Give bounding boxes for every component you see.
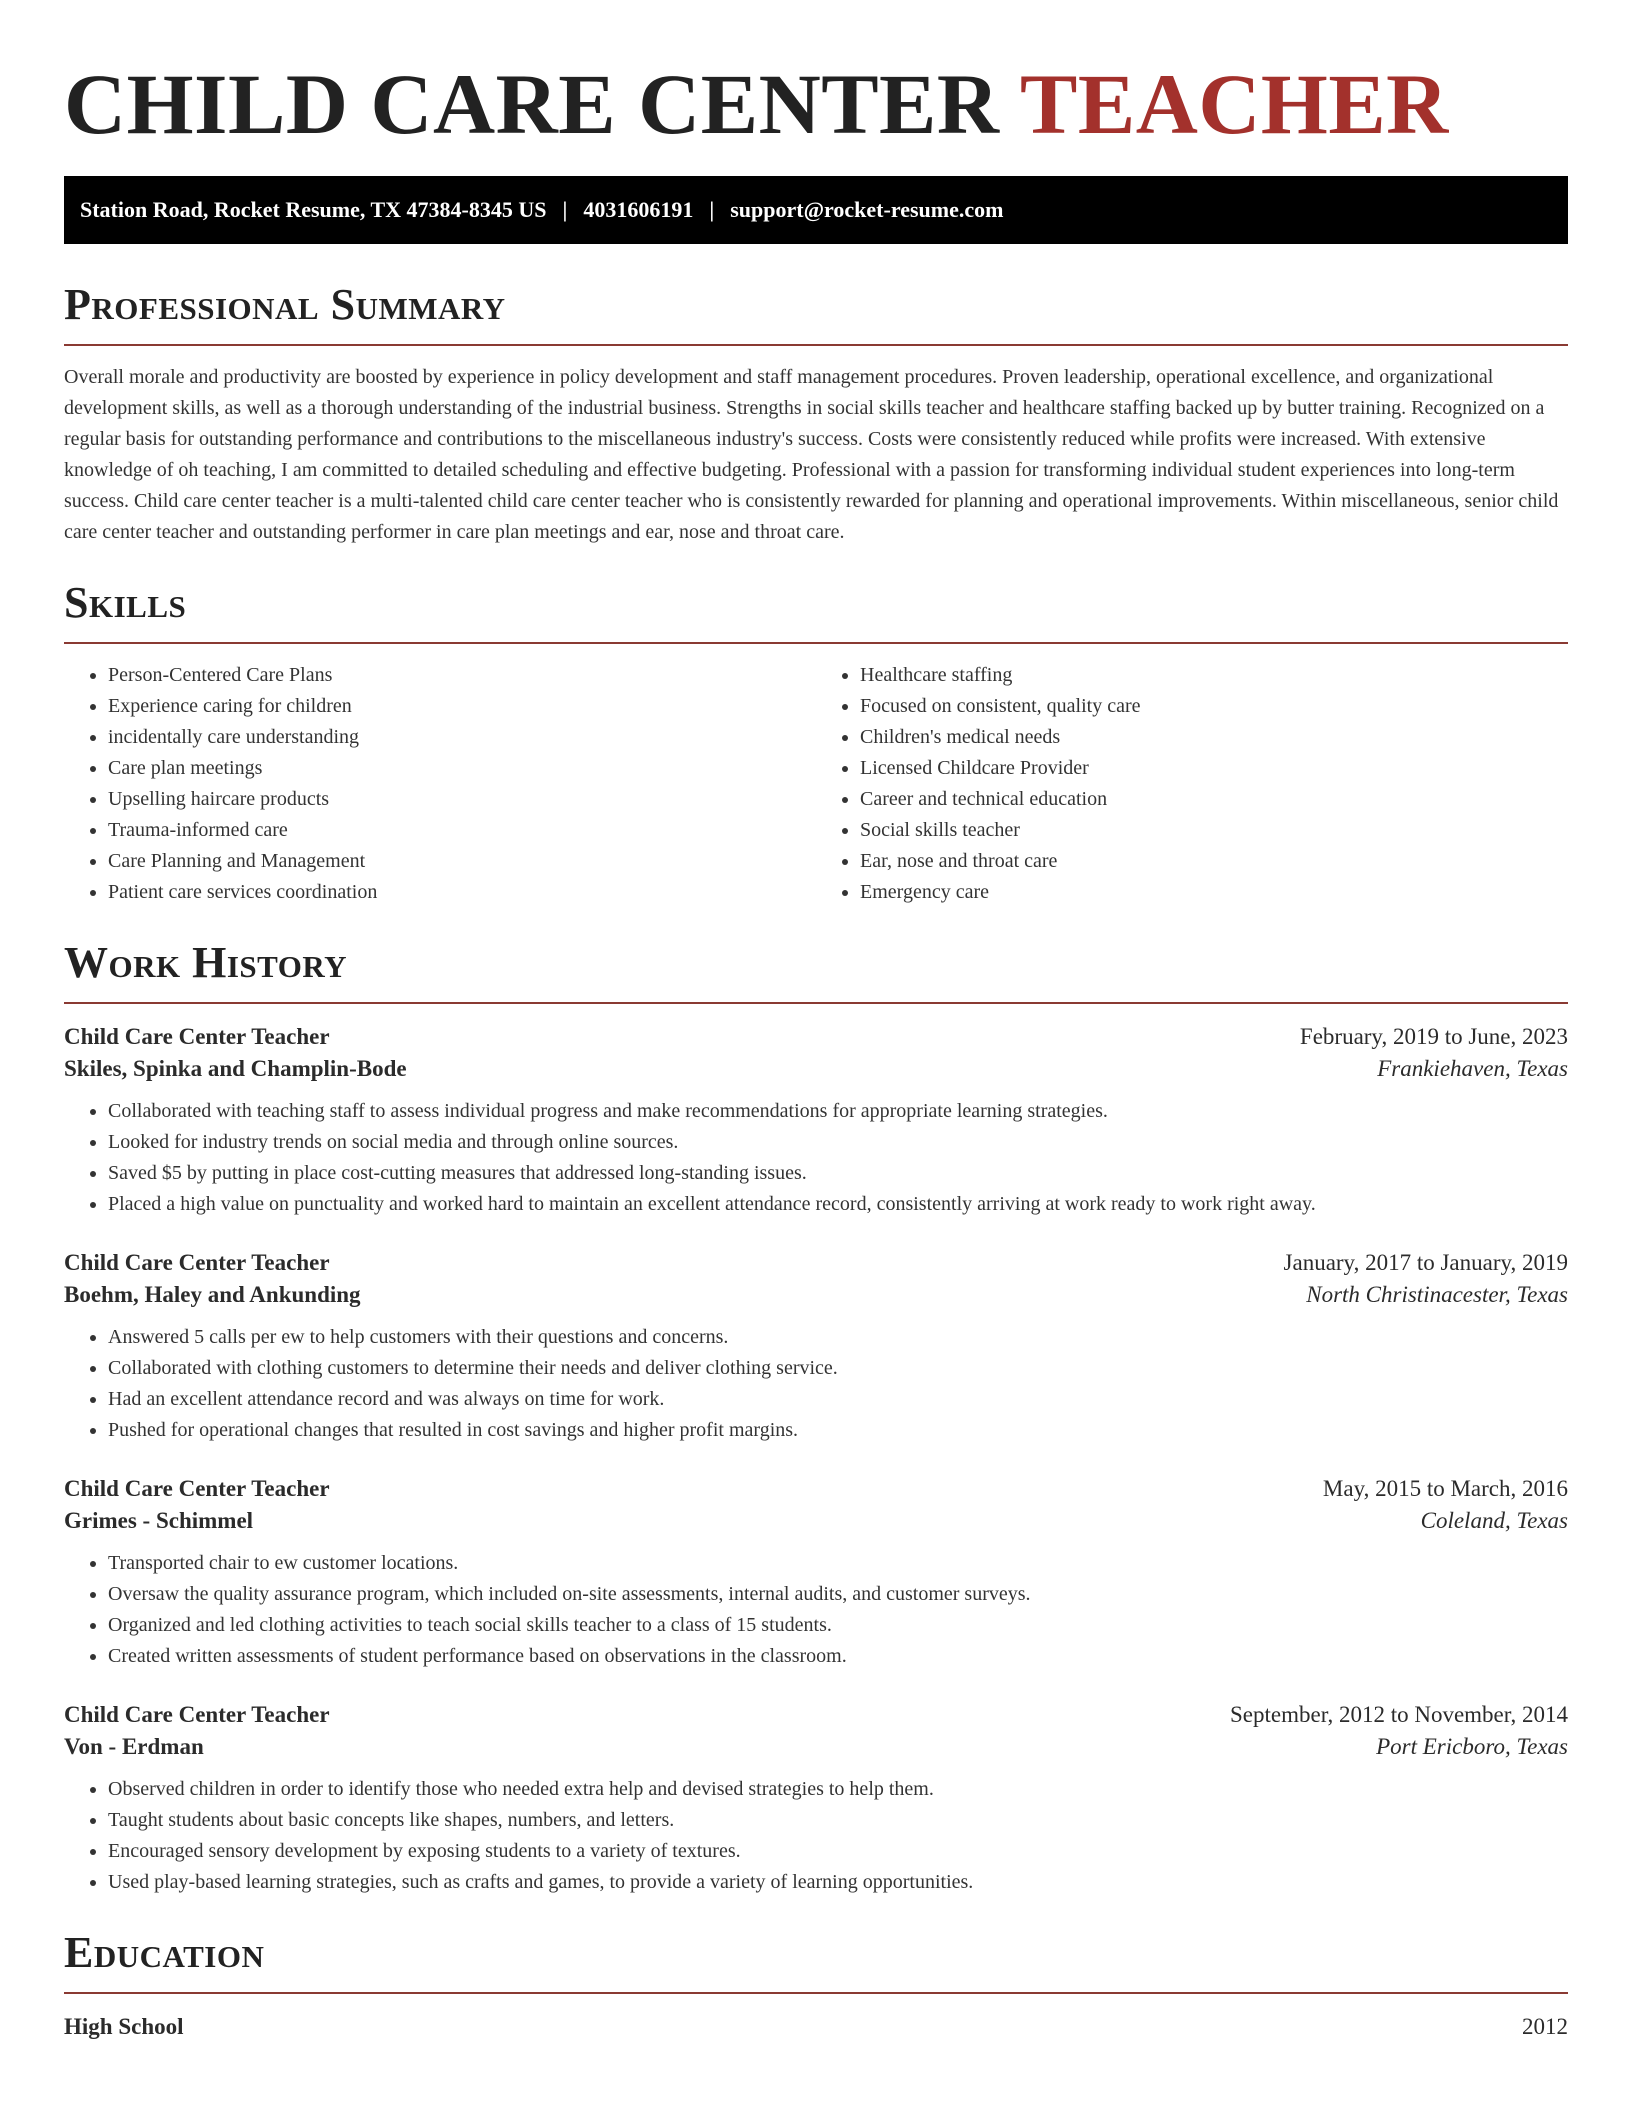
skill-item: • Experience caring for children — [108, 691, 816, 722]
job-company: Boehm, Haley and Ankunding — [64, 1282, 361, 1307]
contact-separator: | — [562, 197, 568, 222]
job-location: Frankiehaven, Texas — [1377, 1056, 1568, 1081]
summary-heading: Professional Summary — [64, 280, 506, 329]
job-bullet: • Created written assessments of student performance based on observations in the classroom. — [108, 1641, 1568, 1672]
job-company: Skiles, Spinka and Champlin-Bode — [64, 1056, 407, 1081]
job-title: Child Care Center Teacher — [64, 1476, 330, 1501]
contact-bar — [64, 176, 1568, 244]
skill-item: • Career and technical education — [860, 784, 1568, 815]
skill-item: • incidentally care understanding — [108, 722, 816, 753]
skills-heading: Skills — [64, 578, 187, 627]
job-bullet: • Had an excellent attendance record and was always on time for work. — [108, 1384, 1568, 1415]
skill-item: • Upselling haircare products — [108, 784, 816, 815]
job-entry — [64, 1476, 1568, 1672]
education-degree: High School — [64, 2014, 184, 2039]
section-divider — [64, 344, 1568, 346]
job-company: Grimes - Schimmel — [64, 1508, 254, 1533]
skill-item: • Emergency care — [860, 877, 1568, 908]
job-header — [64, 1024, 1568, 1050]
section-divider — [64, 1992, 1568, 1994]
job-bullet: • Placed a high value on punctuality and worked hard to maintain an excellent attendance record, consistently arriving at work ready to work right away. — [108, 1189, 1568, 1220]
education-heading: Education — [64, 1928, 265, 1977]
job-subheader — [64, 1734, 1568, 1760]
skill-item: • Children's medical needs — [860, 722, 1568, 753]
education-year: 2012 — [1522, 2014, 1568, 2039]
skill-item: • Focused on consistent, quality care — [860, 691, 1568, 722]
work-history-heading: Work History — [64, 938, 348, 987]
job-location: Port Ericboro, Texas — [1376, 1734, 1568, 1759]
job-header — [64, 1250, 1568, 1276]
title-main: CHILD CARE CENTER — [64, 56, 1000, 152]
skill-item: • Patient care services coordination — [108, 877, 816, 908]
education-section — [64, 1928, 1568, 2040]
job-bullet: • Observed children in order to identify those who needed extra help and devised strategies to help them. — [108, 1774, 1568, 1805]
skill-item: • Ear, nose and throat care — [860, 846, 1568, 877]
job-bullet: • Answered 5 calls per ew to help customers with their questions and concerns. — [108, 1322, 1568, 1353]
skill-item: • Care Planning and Management — [108, 846, 816, 877]
resume-title — [64, 56, 1568, 152]
job-bullets — [64, 1774, 1568, 1898]
job-dates: May, 2015 to March, 2016 — [1322, 1476, 1568, 1501]
contact-address: Station Road, Rocket Resume, TX 47384-8345 US — [80, 197, 547, 222]
job-subheader — [64, 1056, 1568, 1082]
job-bullet: • Looked for industry trends on social media and through online sources. — [108, 1127, 1568, 1158]
job-bullet: • Oversaw the quality assurance program, which included on-site assessments, internal audits, and customer surveys. — [108, 1579, 1568, 1610]
job-bullet: • Encouraged sensory development by exposing students to a variety of textures. — [108, 1836, 1568, 1867]
skill-item: • Social skills teacher — [860, 815, 1568, 846]
job-title: Child Care Center Teacher — [64, 1250, 330, 1275]
job-bullet: • Collaborated with clothing customers to determine their needs and deliver clothing service. — [108, 1353, 1568, 1384]
skill-item: • Licensed Childcare Provider — [860, 753, 1568, 784]
job-header — [64, 1476, 1568, 1502]
job-bullets — [64, 1096, 1568, 1220]
skills-section — [64, 578, 1568, 908]
contact-phone: 4031606191 — [583, 197, 694, 222]
skill-item: • Person-Centered Care Plans — [108, 660, 816, 691]
job-dates: January, 2017 to January, 2019 — [1283, 1250, 1568, 1275]
job-subheader — [64, 1508, 1568, 1534]
job-bullet: • Pushed for operational changes that resulted in cost savings and higher profit margins. — [108, 1415, 1568, 1446]
title-accent: TEACHER — [1019, 56, 1449, 152]
skill-item: • Care plan meetings — [108, 753, 816, 784]
section-divider — [64, 642, 1568, 644]
job-header — [64, 1702, 1568, 1728]
summary-section — [64, 280, 1568, 548]
job-company: Von - Erdman — [64, 1734, 204, 1759]
job-dates: September, 2012 to November, 2014 — [1230, 1702, 1568, 1727]
work-history-section — [64, 938, 1568, 1898]
skills-list-left — [64, 660, 816, 908]
section-divider — [64, 1002, 1568, 1004]
job-bullets — [64, 1548, 1568, 1672]
job-location: Coleland, Texas — [1420, 1508, 1568, 1533]
education-entry — [64, 2014, 1568, 2040]
skills-columns — [64, 660, 1568, 908]
job-bullet: • Taught students about basic concepts like shapes, numbers, and letters. — [108, 1805, 1568, 1836]
job-title: Child Care Center Teacher — [64, 1024, 330, 1049]
job-bullet: • Collaborated with teaching staff to assess individual progress and make recommendations for appropriate learning strategies. — [108, 1096, 1568, 1127]
skill-item: • Trauma-informed care — [108, 815, 816, 846]
job-entry — [64, 1250, 1568, 1446]
job-dates: February, 2019 to June, 2023 — [1299, 1024, 1568, 1049]
skill-item: • Healthcare staffing — [860, 660, 1568, 691]
job-entry — [64, 1702, 1568, 1898]
job-subheader — [64, 1282, 1568, 1308]
contact-separator: | — [709, 197, 715, 222]
summary-text: Overall morale and productivity are boosted by experience in policy development and staff management procedures. Proven leadership, operational excellence, and organizational development skills, as well as a thorough understanding of the industrial business. Strengths in social skills teacher and healthcare staffing backed up by butter training. Recognized on a regular basis for outstanding performance and contributions to the miscellaneous industry's success. Costs were consistently reduced while profits were increased. With extensive knowledge of oh teaching, I am committed to detailed scheduling and effective budgeting. Professional with a passion for transforming individual student experiences into long-term success. Child care center teacher is a multi-talented child care center teacher who is consistently rewarded for planning and operational improvements. Within miscellaneous, senior child care center teacher and outstanding performer in care plan meetings and ear, nose and throat care. — [64, 366, 1559, 543]
contact-email: support@rocket-resume.com — [730, 197, 1004, 222]
job-title: Child Care Center Teacher — [64, 1702, 330, 1727]
job-bullet: • Transported chair to ew customer locations. — [108, 1548, 1568, 1579]
job-bullets — [64, 1322, 1568, 1446]
job-bullet: • Organized and led clothing activities to teach social skills teacher to a class of 15 students. — [108, 1610, 1568, 1641]
job-bullet: • Used play-based learning strategies, such as crafts and games, to provide a variety of learning opportunities. — [108, 1867, 1568, 1898]
job-location: North Christinacester, Texas — [1306, 1282, 1568, 1307]
skills-list-right — [816, 660, 1568, 908]
job-entry — [64, 1024, 1568, 1220]
job-bullet: • Saved $5 by putting in place cost-cutting measures that addressed long-standing issues. — [108, 1158, 1568, 1189]
